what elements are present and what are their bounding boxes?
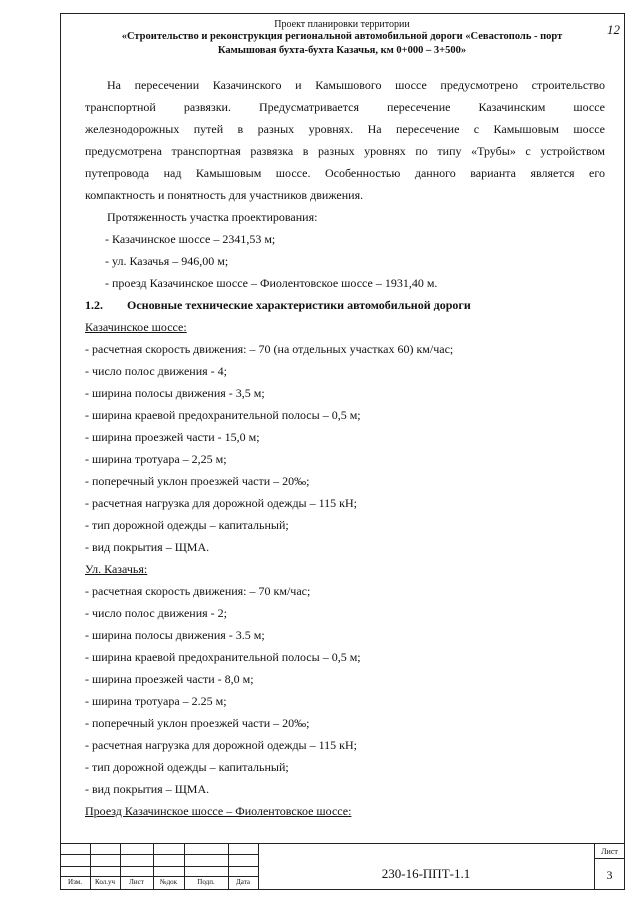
spec-item: - ширина тротуара – 2.25 м; <box>85 694 227 708</box>
length-item: - Казачинское шоссе – 2341,53 м; <box>105 232 276 246</box>
section-number: 1.2. <box>85 298 103 312</box>
spec-item: - тип дорожной одежды – капитальный; <box>85 760 289 774</box>
paragraph-line: путепровода над Камышовым шоссе. Особенностью данного варианта является его <box>85 166 605 180</box>
sheet-label: Лист <box>601 847 618 856</box>
spec-item: - вид покрытия – ЩМА. <box>85 540 210 554</box>
spec-item: - расчетная нагрузка для дорожной одежды – 115 кН; <box>85 496 357 510</box>
spec-item: - расчетная скорость движения: – 70 (на отдельных участках 60) км/час; <box>85 342 454 356</box>
spec-item: - поперечный уклон проезжей части – 20‰; <box>85 474 310 488</box>
paragraph-line: На пересечении Казачинского и Камышового шоссе предусмотрено строительство <box>107 78 605 92</box>
stamp-label-doc: №док <box>159 878 178 886</box>
length-intro: Протяженность участка проектирования: <box>107 210 318 224</box>
spec-item: - число полос движения - 4; <box>85 364 227 378</box>
paragraph-line: компактность и понятность для участников движения. <box>85 188 364 202</box>
section-heading <box>85 294 605 316</box>
length-item: - проезд Казачинское шоссе – Фиолентовское шоссе – 1931,40 м. <box>105 276 438 290</box>
paragraph-line: транспортной развязки. Предусматривается пересечение Казачинским шоссе <box>85 100 605 114</box>
stamp-label-count: Кол.уч <box>95 878 115 886</box>
spec-item: - ширина краевой предохранительной полосы – 0,5 м; <box>85 408 361 422</box>
spec-item: - тип дорожной одежды – капитальный; <box>85 518 289 532</box>
road1-title: Казачинское шоссе: <box>85 320 187 334</box>
stamp-label-sign: Подп. <box>197 878 215 886</box>
spec-item: - поперечный уклон проезжей части – 20‰; <box>85 716 310 730</box>
paragraph-line: предусмотрена транспортная развязка в разных уровнях по типу «Трубы» с устройством <box>85 144 605 158</box>
spec-item: - ширина полосы движения - 3.5 м; <box>85 628 265 642</box>
spec-item: - ширина тротуара – 2,25 м; <box>85 452 227 466</box>
stamp-label-change: Изм. <box>68 878 82 886</box>
paragraph-line: железнодорожных путей в разных уровнях. На пересечение с Камышовым шоссе <box>85 122 605 136</box>
header-project-subtitle: Камышовая бухта-бухта Казачья, км 0+000 – 3+500» <box>217 45 467 56</box>
stamp-label-sheet: Лист <box>129 878 144 886</box>
spec-item: - ширина полосы движения - 3,5 м; <box>85 386 265 400</box>
spec-item: - ширина краевой предохранительной полосы – 0,5 м; <box>85 650 361 664</box>
spec-item: - число полос движения - 2; <box>85 606 227 620</box>
road3-title: Проезд Казачинское шоссе – Фиолентовское шоссе: <box>85 804 352 818</box>
sheet-number: 3 <box>606 868 613 882</box>
length-item: - ул. Казачья – 946,00 м; <box>105 254 229 268</box>
document-body <box>85 74 605 822</box>
spec-item: - ширина проезжей части - 15,0 м; <box>85 430 260 444</box>
document-code: 230-16-ППТ-1.1 <box>381 866 471 881</box>
page-number: 12 <box>607 22 620 37</box>
sheet-divider <box>594 858 625 859</box>
title-block <box>60 843 625 890</box>
revision-grid <box>60 844 258 890</box>
road2-title: Ул. Казачья: <box>85 562 148 576</box>
stamp-label-date: Дата <box>236 878 250 886</box>
spec-item: - ширина проезжей части - 8,0 м; <box>85 672 254 686</box>
spec-item: - расчетная нагрузка для дорожной одежды – 115 кН; <box>85 738 357 752</box>
header-project-type: Проект планировки территории <box>274 19 410 30</box>
header-project-title: «Строительство и реконструкция региональной автомобильной дороги «Севастополь - порт <box>121 31 563 42</box>
spec-item: - расчетная скорость движения: – 70 км/час; <box>85 584 311 598</box>
spec-item: - вид покрытия – ЩМА. <box>85 782 210 796</box>
section-title: Основные технические характеристики автомобильной дороги <box>127 298 471 312</box>
